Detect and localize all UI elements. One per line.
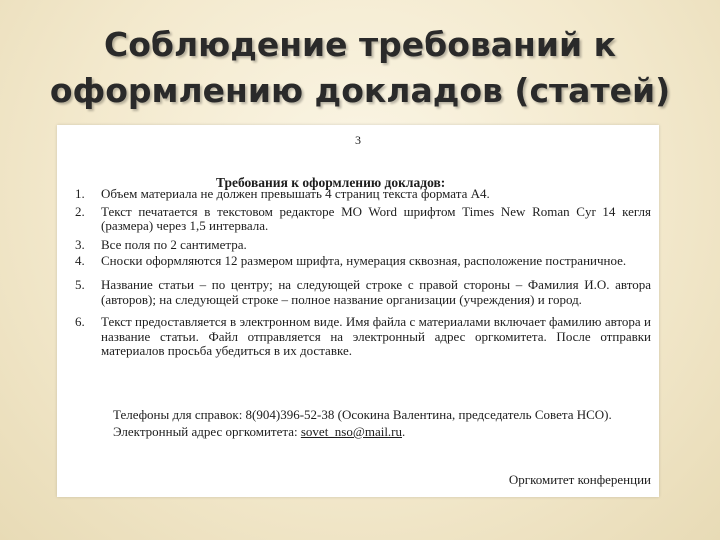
list-item-number: 2. (75, 203, 85, 219)
list-item (57, 187, 659, 202)
email-suffix: . (402, 424, 406, 439)
list-item-number: 5. (75, 276, 85, 292)
list-item (57, 238, 659, 253)
phones-text: Телефоны для справок: 8(904)396-52-38 (Осокина Валентина, председатель Совета НСО). (113, 407, 612, 422)
list-item-text: Название статьи – по центру; на следующей строке с правой стороны – Фамилия И.О. автора (авторов); на следующей строке – полное название организации (учреждения) и город. (101, 276, 651, 307)
document-scan (57, 125, 659, 497)
requirements-list (57, 187, 659, 359)
list-item-text: Текст печатается в текстовом редакторе MO Word шрифтом Times New Roman Cyr 14 кегля (размера) через 1,5 интервала. (101, 203, 651, 234)
list-item (57, 254, 659, 269)
list-item-number: 6. (75, 314, 85, 330)
document-heading: Требования к оформлению докладов: (216, 175, 446, 190)
contacts-block (73, 407, 653, 439)
page-number: 3 (355, 133, 361, 147)
list-item-number: 3. (75, 236, 85, 252)
list-item-number: 4. (75, 253, 85, 269)
list-item-text: Текст предоставляется в электронном виде. Имя файла с материалами включает фамилию автора и название статьи. Файл отправляется на электронный адрес оргкомитета. После отправки материалов просьба убедиться в их доставке. (101, 314, 651, 359)
slide-title-line-2: оформлению докладов (статей) (49, 71, 671, 110)
email-label: Электронный адрес оргкомитета: (113, 424, 301, 439)
email-link[interactable]: sovet_nso@mail.ru (300, 424, 403, 439)
list-item (57, 315, 659, 359)
list-item (57, 205, 659, 234)
email-line (73, 424, 653, 439)
list-item-number: 1. (75, 186, 85, 201)
list-item-text: Все поля по 2 сантиметра. (101, 236, 247, 252)
list-item-text: Сноски оформляются 12 размером шрифта, нумерация сквозная, расположение постраничное. (101, 253, 627, 269)
slide-title (0, 22, 720, 114)
slide-title-line-1: Соблюдение требований к (104, 25, 616, 64)
signature: Оргкомитет конференции (508, 472, 651, 487)
list-item-text: Объем материала не должен превышать 4 страниц текста формата А4. (101, 186, 490, 201)
list-item (57, 278, 659, 307)
